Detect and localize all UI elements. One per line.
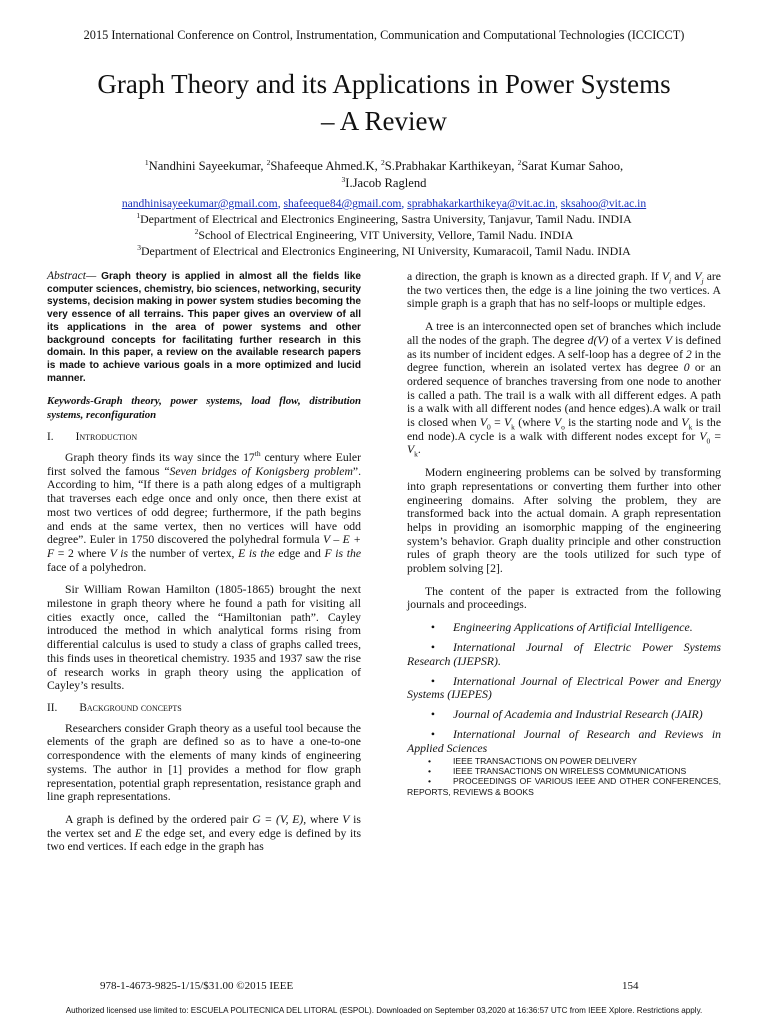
affiliation-sup: 1 <box>136 211 141 221</box>
separator: , <box>401 197 408 210</box>
title-line-1: Graph Theory and its Applications in Power Systems <box>97 69 671 99</box>
author-name: Nandhini Sayeekumar, <box>148 159 264 173</box>
section-number: II. <box>47 701 58 714</box>
background-paragraph-2: A graph is defined by the ordered pair G = (V, E), where V is the vertex set and E the edge set, and every edge is defined by its two end vertices. If each edge in the graph has <box>47 812 361 854</box>
author-sup: 1 <box>144 157 149 167</box>
page-number: 154 <box>622 980 639 992</box>
bullet-icon: • <box>430 707 435 722</box>
section-heading-introduction <box>47 431 361 445</box>
bullet-icon: • <box>427 776 431 787</box>
paper-title <box>20 66 748 140</box>
author-emails <box>20 197 748 211</box>
journal-list <box>407 621 721 797</box>
affiliations <box>20 211 748 259</box>
list-item: • International Journal of Electrical Power and Energy Systems (IJEPES) <box>407 673 721 702</box>
affiliation-2 <box>20 227 748 243</box>
email-link[interactable]: shafeeque84@gmail.com <box>283 197 402 210</box>
intro-paragraph-2: Sir William Rowan Hamilton (1805-1865) brought the next milestone in graph theory where he found a path for visiting all cities exactly once, called the “Hamiltonian path”. Cayley introduced the method in which analytical forms rising from differential calculus is used to study a class of graphs called trees, this finds uses in theoretical chemistry. 1935 and 1937 saw the rise of research works in graph theory using the application of Cayley’s results. <box>47 583 361 693</box>
license-notice: Authorized licensed use limited to: ESCUELA POLITECNICA DEL LITORAL (ESPOL). Downloaded on September 03,2020 at 16:36:57 UTC from IEEE Xplore. Restrictions apply. <box>65 1006 703 1015</box>
section-heading-background <box>47 702 361 716</box>
keywords: Keywords-Graph theory, power systems, load flow, distribution systems, reconfiguration <box>47 395 361 422</box>
list-item: • Engineering Applications of Artificial Intelligence. <box>407 621 721 635</box>
right-paragraph-4: The content of the paper is extracted from the following journals and proceedings. <box>407 584 721 612</box>
section-number: I. <box>47 431 54 444</box>
list-item: • Journal of Academia and Industrial Research (JAIR) <box>407 708 721 722</box>
author-name: Sarat Kumar Sahoo, <box>521 159 624 173</box>
background-paragraph-1: Researchers consider Graph theory as a useful tool because the elements of the graph are defined so as to have a one-to-one correspondence with the elements of many kinds of engineering systems. The author in [1] provides a method for flow graph representation, potential graph representation, resistance graph and line graph representations. <box>47 721 361 804</box>
abstract <box>47 270 361 385</box>
bullet-icon: • <box>430 726 435 741</box>
author-name: Shafeeque Ahmed.K, <box>270 159 378 173</box>
abstract-label: Abstract— <box>47 270 97 282</box>
footer-isbn: 978-1-4673-9825-1/15/$31.00 ©2015 IEEE <box>100 980 294 992</box>
author-sup: 3 <box>341 174 346 184</box>
bullet-icon: • <box>430 673 435 688</box>
author-name: I.Jacob Raglend <box>345 176 427 190</box>
affiliation-sup: 2 <box>194 227 199 237</box>
conference-header: 2015 International Conference on Control, Instrumentation, Communication and Computational Technologies (ICCICCT) <box>83 28 685 42</box>
right-paragraph-1: a direction, the graph is known as a directed graph. If $V_i$ and $V_j$ are the two vertices then, the edge is a line joining the two vertices. A simple graph is a graph that has no self-loops or multiple edges. <box>407 270 721 311</box>
list-item: • IEEE TRANSACTIONS ON WIRELESS COMMUNICATIONS <box>407 766 721 776</box>
affiliation-text: Department of Electrical and Electronics Engineering, NI University, Kumaracoil, Tamil Nadu. INDIA <box>140 244 631 258</box>
email-link[interactable]: sksahoo@vit.ac.in <box>560 197 647 210</box>
affiliation-1 <box>20 211 748 227</box>
section-title: Introduction <box>75 431 138 444</box>
author-list <box>30 158 738 192</box>
author-sup: 2 <box>380 157 385 167</box>
abstract-text: Graph theory is applied in almost all the fields like computer sciences, chemistry, bio sciences, networking, security systems, decision making in power system studies becoming the very essence of all terrains. This paper gives an overview of all its applications in the area of power systems and other background concepts for facilitating further research in this domain. In this paper, a review on the available research papers is made to achieve various goals in a more optimized and lucid manner. <box>47 271 361 384</box>
bullet-icon: • <box>427 765 431 776</box>
bullet-icon: • <box>430 639 435 654</box>
affiliation-sup: 3 <box>137 243 141 253</box>
affiliation-text: School of Electrical Engineering, VIT University, Vellore, Tamil Nadu. INDIA <box>198 228 574 242</box>
right-paragraph-3: Modern engineering problems can be solved by transforming into graph representations or converting them further into other engineering domains. After solving the problem, they are transformed back into the actual domain. A graph representation helps in providing an isomorphic mapping of the engineering system’s behavior. Graph duality principle and other construction rules of graph theory are the tools utilized for such type of problem solving [2]. <box>407 466 721 576</box>
author-sup: 2 <box>266 157 271 167</box>
section-title: Background concepts <box>79 701 182 714</box>
author-sup: 2 <box>517 157 522 167</box>
separator: , <box>277 197 284 210</box>
list-item: • International Journal of Research and Reviews in Applied Sciences <box>407 726 721 755</box>
right-column <box>407 270 721 797</box>
intro-paragraph-1: Graph theory finds its way since the 17th century where Euler first solved the famous “Seven bridges of Konigsberg problem”. According to him, “If there is a path along edges of a multigraph that traverses each edge once and only once, then there exist at most two vertices of odd degree; furthermore, if the path begins and ends at the same vertex, then no vertices will have odd degree”. Euler in 1750 discovered the polyhedral formula V – E + F = 2 where V is the number of vertex, E is the edge and F is the face of a polyhedron. <box>47 449 362 574</box>
email-link[interactable]: sprabhakarkarthikeya@vit.ac.in <box>407 197 555 210</box>
bullet-icon: • <box>430 620 435 635</box>
bullet-icon: • <box>427 755 431 766</box>
right-paragraph-2: A tree is an interconnected open set of branches which include all the nodes of the graph. The degree d(V) of a vertex V is defined as its number of incident edges. A self-loop has a degree of 2 in the degree function, wherein an isolated vertex has degree 0 or an ordered sequence of branches traversing from one node to another is called a path. The trail is a walk with all different edges. A path is a walk with all different nodes (and hence edges).A walk or trail is closed when $V_0 = V_k$ (where $V_o$ is the starting node and $V_k$ is the end node).A cycle is a walk with different nodes except for $V_0 = V_k$. <box>407 320 722 459</box>
left-column <box>47 270 361 854</box>
list-item: • IEEE TRANSACTIONS ON POWER DELIVERY <box>407 756 721 766</box>
list-item: • International Journal of Electric Power Systems Research (IJEPSR). <box>407 639 721 668</box>
author-name: S.Prabhakar Karthikeyan, <box>384 159 515 173</box>
email-link[interactable]: nandhinisayeekumar@gmail.com <box>121 197 278 210</box>
affiliation-text: Department of Electrical and Electronics Engineering, Sastra University, Tanjavur, Tamil Nadu. INDIA <box>140 212 632 226</box>
separator: , <box>555 197 561 210</box>
title-line-2: – A Review <box>321 106 447 136</box>
list-item: • PROCEEDINGS OF VARIOUS IEEE AND OTHER CONFERENCES, REPORTS, REVIEWS & BOOKS <box>407 776 721 797</box>
affiliation-3 <box>20 243 748 259</box>
